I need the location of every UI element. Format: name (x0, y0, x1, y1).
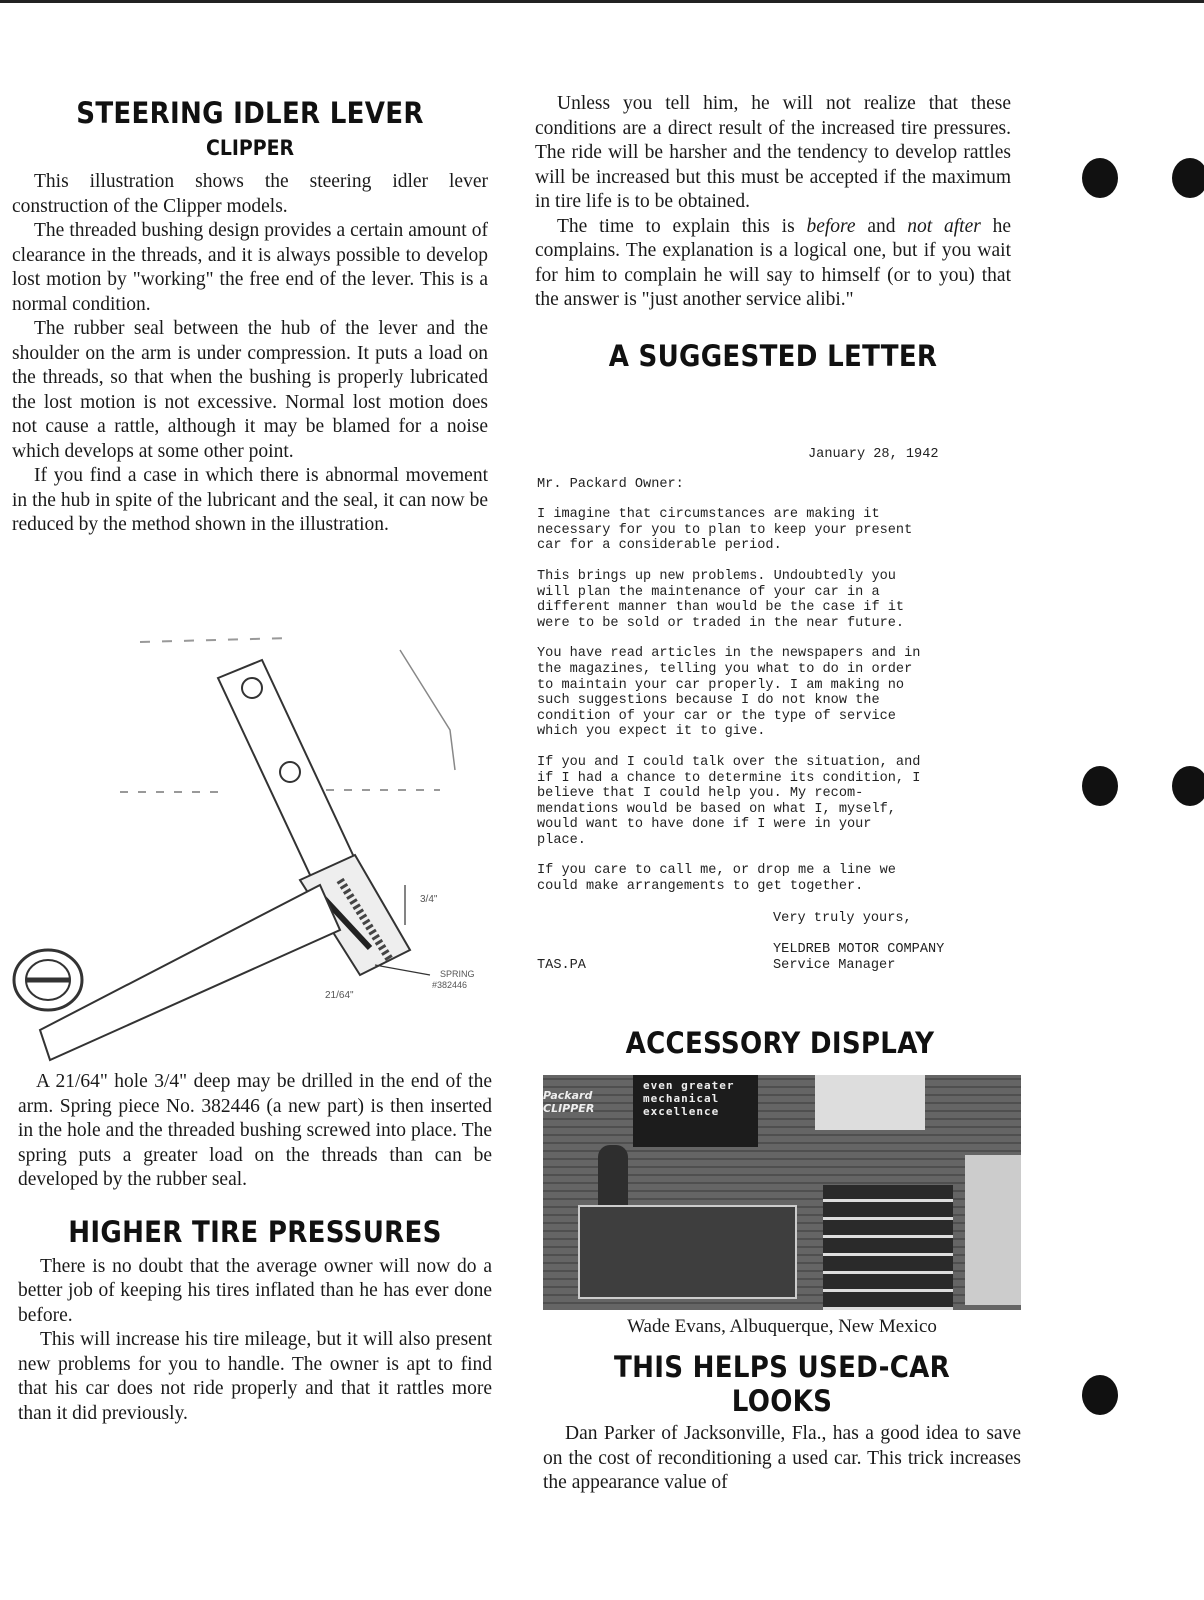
paragraph (535, 215, 1011, 313)
paragraph: A 21/64" hole 3/4" deep may be drilled in the end of the arm. Spring piece No. 382446 (a new part) is then inserted in the hole and the threaded bushing screwed into place. The spring puts a greater load on the threads than can be developed by the rubber seal. (18, 1071, 492, 1190)
tire-pressures-title: HIGHER TIRE PRESSURES (68, 1214, 442, 1249)
emphasis: not after (907, 215, 981, 237)
clipper-sign: Packard CLIPPER (543, 1089, 595, 1115)
used-car-title: THIS HELPS USED-CAR LOOKS (614, 1350, 950, 1418)
depth-label: 3/4" (420, 894, 438, 905)
punch-hole (1082, 1375, 1118, 1415)
paragraph: The threaded bushing design provides a certain amount of clearance in the threads, and it is always possible to develop lost motion by "working" the free end of the lever. This is a normal condition. (12, 220, 488, 315)
paragraph: There is no doubt that the average owner will now do a better job of keeping his tires inflated than he has ever done before. (18, 1255, 492, 1326)
side-display (965, 1155, 1021, 1305)
letter-closing: Very truly yours, (773, 910, 912, 926)
paragraph: This illustration shows the steering idler lever construction of the Clipper models. (12, 171, 488, 217)
accessory-display-photo (543, 1075, 1021, 1310)
part-number-label: #382446 (432, 980, 468, 990)
letter-signature (537, 942, 1017, 973)
photo-caption-box (543, 1316, 1021, 1496)
letter (537, 447, 1017, 973)
emphasis: before (806, 215, 856, 237)
paragraph: If you find a case in which there is abnormal movement in the hub in spite of the lubricant and the seal, it can now be reduced by the method shown in the illustration. (12, 465, 488, 535)
letter-paragraph: You have read articles in the newspapers and in the magazines, telling you what to do in order to maintain your car properly. I am making no such suggestions because I do not know the condition of your car or the type of service which you expect it to give. (537, 646, 921, 740)
photo-caption: Wade Evans, Albuquerque, New Mexico (627, 1316, 937, 1337)
display-sign: even greater mechanical excellence (633, 1075, 758, 1147)
punch-hole (1082, 158, 1118, 198)
letter-paragraph: I imagine that circumstances are making it necessary for you to plan to keep your present car for a considerable period. (537, 507, 913, 554)
letter-initials: TAS.PA (537, 958, 586, 974)
scan-edge (0, 0, 1204, 3)
letter-paragraph: This brings up new problems. Undoubtedly you will plan the maintenance of your car in a different manner than would be the case if it were to be sold or traded in the near future. (537, 568, 905, 631)
spring-label: SPRING (440, 969, 475, 979)
letter-salutation: Mr. Packard Owner: (537, 476, 684, 492)
accessory-heading (535, 1026, 1025, 1060)
window (815, 1075, 925, 1130)
paragraph: The rubber seal between the hub of the lever and the shoulder on the arm is under compression. It puts a load on the threads, so that when the bushing is properly lubricated the lost motion is not excessive. Normal lost motion does not cause a rattle, although it may be blamed for a noise which develops at some other point. (12, 318, 488, 462)
accessory-display-title: ACCESSORY DISPLAY (625, 1026, 935, 1060)
idler-lever-illustration (0, 630, 500, 1070)
display-case (578, 1205, 797, 1299)
left-column-lower (18, 1070, 492, 1426)
text: and (855, 215, 908, 237)
right-column (535, 92, 1011, 373)
punch-hole (1172, 766, 1204, 806)
steering-title: STEERING IDLER LEVER (76, 96, 424, 130)
hole-label: 21/64" (325, 990, 354, 1001)
paragraph: Dan Parker of Jacksonville, Fla., has a good idea to save on the cost of reconditioning a used car. This trick increases the appearance value of (543, 1423, 1021, 1493)
punch-hole (1082, 766, 1118, 806)
text: The time to explain this is (557, 215, 807, 237)
letter-role: Service Manager (773, 957, 896, 973)
letter-company: YELDREB MOTOR COMPANY (773, 942, 945, 958)
letter-date: January 28, 1942 (808, 447, 939, 462)
letter-paragraph: If you care to call me, or drop me a line we could make arrangements to get together. (537, 863, 896, 895)
clipper-subtitle: CLIPPER (205, 136, 295, 160)
suggested-letter-title: A SUGGESTED LETTER (608, 338, 938, 373)
paragraph: This will increase his tire mileage, but it will also present new problems for you to handle. The owner is apt to find that his car does not ride properly and that it rattles more than it did previously. (18, 1329, 492, 1424)
accessory-rack (823, 1185, 953, 1310)
letter-paragraph: If you and I could talk over the situation, and if I had a chance to determine its condition, I believe that I could help you. My recom- mendations would be based on what I, myself, would want to have done if I were in your place. (537, 754, 921, 848)
text: he complains. The explanation is a logical one, but if you wait for him to complain he will say to himself (or to you) that the answer is "just another service alibi." (535, 215, 1012, 310)
paragraph: Unless you tell him, he will not realize that these conditions are a direct result of the increased tire pressures. The ride will be harsher and the tendency to develop rattles will be increased but this must be accepted if the maximum in tire life is to be obtained. (535, 93, 1011, 212)
salesman (598, 1145, 628, 1205)
punch-hole (1172, 158, 1204, 198)
left-column (12, 96, 488, 538)
